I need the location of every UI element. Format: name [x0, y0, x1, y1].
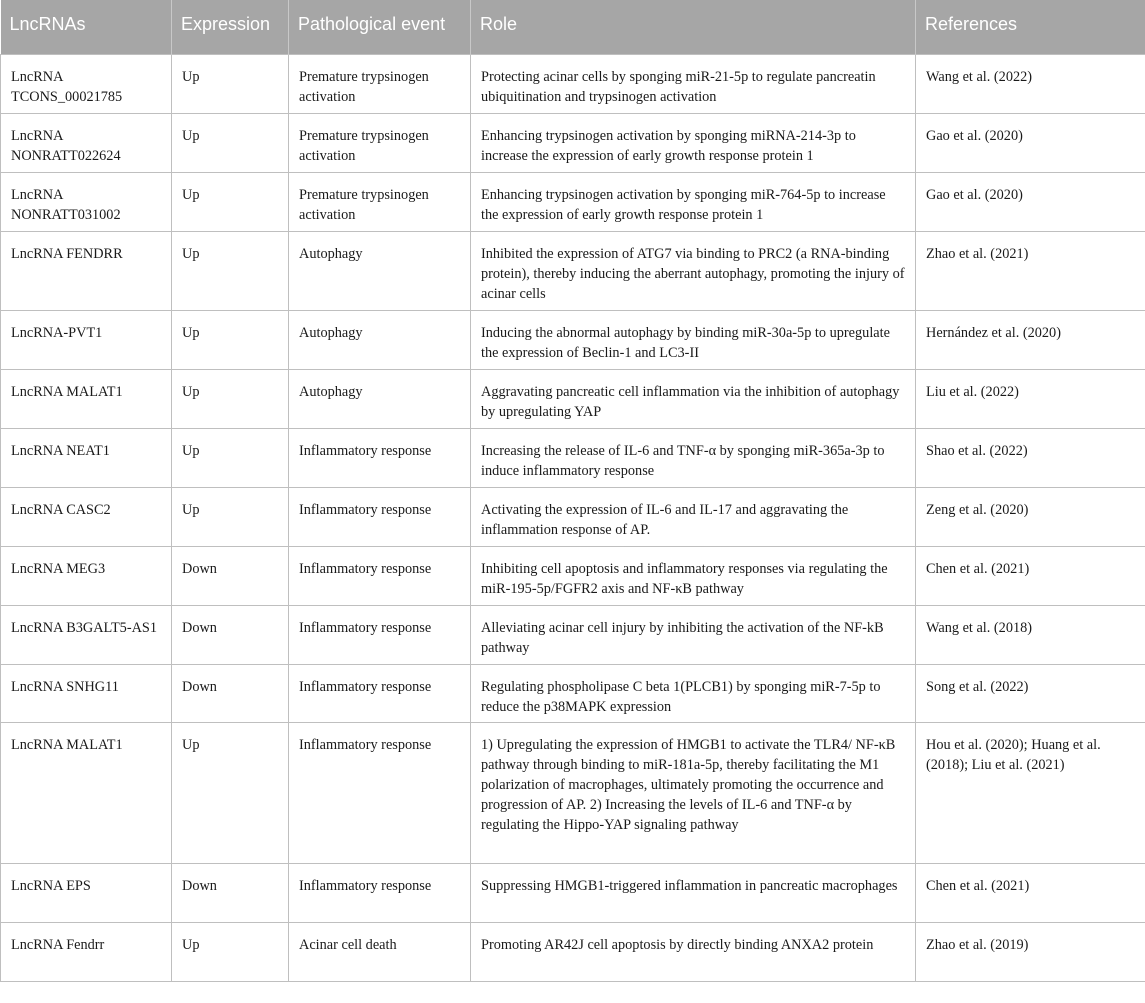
cell-event: Inflammatory response — [289, 605, 471, 664]
cell-event: Inflammatory response — [289, 546, 471, 605]
cell-role: Alleviating acinar cell injury by inhibiting the activation of the NF-kB pathway — [471, 605, 916, 664]
header-row — [1, 0, 1145, 54]
cell-reference: Zhao et al. (2021) — [916, 231, 1145, 310]
table-row — [1, 172, 1145, 231]
cell-expression: Up — [172, 310, 289, 369]
cell-role: Protecting acinar cells by sponging miR-21-5p to regulate pancreatin ubiquitination and trypsinogen activation — [471, 54, 916, 113]
cell-reference: Wang et al. (2022) — [916, 54, 1145, 113]
cell-expression: Down — [172, 546, 289, 605]
cell-expression: Up — [172, 428, 289, 487]
cell-event: Premature trypsinogen activation — [289, 54, 471, 113]
cell-expression: Up — [172, 172, 289, 231]
header-role: Role — [471, 0, 916, 54]
header-expression: Expression — [172, 0, 289, 54]
cell-lncrna: LncRNA SNHG11 — [1, 664, 172, 722]
table-row — [1, 428, 1145, 487]
table-row — [1, 113, 1145, 172]
cell-event: Premature trypsinogen activation — [289, 172, 471, 231]
cell-reference: Shao et al. (2022) — [916, 428, 1145, 487]
cell-expression: Up — [172, 54, 289, 113]
cell-role: Inhibited the expression of ATG7 via binding to PRC2 (a RNA-binding protein), thereby inducing the aberrant autophagy, promoting the injury of acinar cells — [471, 231, 916, 310]
cell-role: Increasing the release of IL-6 and TNF-α by sponging miR-365a-3p to induce inflammatory response — [471, 428, 916, 487]
table-row — [1, 369, 1145, 428]
cell-event: Inflammatory response — [289, 664, 471, 722]
cell-reference: Chen et al. (2021) — [916, 546, 1145, 605]
cell-lncrna: LncRNA NONRATT022624 — [1, 113, 172, 172]
cell-role: Aggravating pancreatic cell inflammation via the inhibition of autophagy by upregulating YAP — [471, 369, 916, 428]
cell-lncrna: LncRNA FENDRR — [1, 231, 172, 310]
table-row — [1, 664, 1145, 722]
cell-reference: Song et al. (2022) — [916, 664, 1145, 722]
cell-reference: Wang et al. (2018) — [916, 605, 1145, 664]
table-row — [1, 487, 1145, 546]
cell-lncrna: LncRNA MALAT1 — [1, 722, 172, 863]
cell-event: Premature trypsinogen activation — [289, 113, 471, 172]
cell-expression: Up — [172, 487, 289, 546]
cell-event: Inflammatory response — [289, 428, 471, 487]
table-row — [1, 546, 1145, 605]
cell-lncrna: LncRNA TCONS_00021785 — [1, 54, 172, 113]
cell-lncrna: LncRNA Fendrr — [1, 922, 172, 981]
cell-lncrna: LncRNA MEG3 — [1, 546, 172, 605]
table-row — [1, 231, 1145, 310]
cell-expression: Up — [172, 113, 289, 172]
cell-role: Activating the expression of IL-6 and IL-17 and aggravating the inflammation response of AP. — [471, 487, 916, 546]
table-row — [1, 605, 1145, 664]
cell-expression: Down — [172, 664, 289, 722]
cell-event: Acinar cell death — [289, 922, 471, 981]
cell-role: Enhancing trypsinogen activation by sponging miRNA-214-3p to increase the expression of early growth response protein 1 — [471, 113, 916, 172]
cell-role: Regulating phospholipase C beta 1(PLCB1) by sponging miR-7-5p to reduce the p38MAPK expression — [471, 664, 916, 722]
table-row — [1, 54, 1145, 113]
cell-event: Autophagy — [289, 310, 471, 369]
cell-event: Autophagy — [289, 231, 471, 310]
cell-role: Promoting AR42J cell apoptosis by directly binding ANXA2 protein — [471, 922, 916, 981]
header-pathological-event: Pathological event — [289, 0, 471, 54]
cell-expression: Down — [172, 863, 289, 922]
cell-expression: Up — [172, 922, 289, 981]
cell-reference: Liu et al. (2022) — [916, 369, 1145, 428]
cell-role: Inhibiting cell apoptosis and inflammatory responses via regulating the miR-195-5p/FGFR2 axis and NF-κB pathway — [471, 546, 916, 605]
table-row — [1, 863, 1145, 922]
cell-role: Inducing the abnormal autophagy by binding miR-30a-5p to upregulate the expression of Beclin-1 and LC3-II — [471, 310, 916, 369]
cell-lncrna: LncRNA B3GALT5-AS1 — [1, 605, 172, 664]
cell-reference: Zeng et al. (2020) — [916, 487, 1145, 546]
cell-reference: Gao et al. (2020) — [916, 113, 1145, 172]
cell-lncrna: LncRNA NEAT1 — [1, 428, 172, 487]
header-references: References — [916, 0, 1145, 54]
cell-lncrna: LncRNA MALAT1 — [1, 369, 172, 428]
cell-event: Inflammatory response — [289, 487, 471, 546]
cell-reference: Hernández et al. (2020) — [916, 310, 1145, 369]
cell-lncrna: LncRNA CASC2 — [1, 487, 172, 546]
cell-reference: Chen et al. (2021) — [916, 863, 1145, 922]
cell-role: 1) Upregulating the expression of HMGB1 to activate the TLR4/ NF-κB pathway through binding to miR-181a-5p, thereby facilitating the M1 polarization of macrophages, ultimately promoting the occurrence and progression of AP. 2) Increasing the levels of IL-6 and TNF-α by regulating the Hippo-YAP signaling pathway — [471, 722, 916, 863]
cell-role: Enhancing trypsinogen activation by sponging miR-764-5p to increase the expression of early growth response protein 1 — [471, 172, 916, 231]
cell-lncrna: LncRNA EPS — [1, 863, 172, 922]
cell-expression: Up — [172, 722, 289, 863]
cell-event: Autophagy — [289, 369, 471, 428]
cell-reference: Zhao et al. (2019) — [916, 922, 1145, 981]
cell-event: Inflammatory response — [289, 722, 471, 863]
table-row — [1, 722, 1145, 863]
cell-expression: Down — [172, 605, 289, 664]
cell-event: Inflammatory response — [289, 863, 471, 922]
table-row — [1, 922, 1145, 981]
cell-role: Suppressing HMGB1-triggered inflammation in pancreatic macrophages — [471, 863, 916, 922]
header-lncrnas: LncRNAs — [1, 0, 172, 54]
cell-reference: Hou et al. (2020); Huang et al. (2018); Liu et al. (2021) — [916, 722, 1145, 863]
cell-expression: Up — [172, 231, 289, 310]
table-row — [1, 310, 1145, 369]
cell-expression: Up — [172, 369, 289, 428]
cell-lncrna: LncRNA NONRATT031002 — [1, 172, 172, 231]
cell-reference: Gao et al. (2020) — [916, 172, 1145, 231]
cell-lncrna: LncRNA-PVT1 — [1, 310, 172, 369]
